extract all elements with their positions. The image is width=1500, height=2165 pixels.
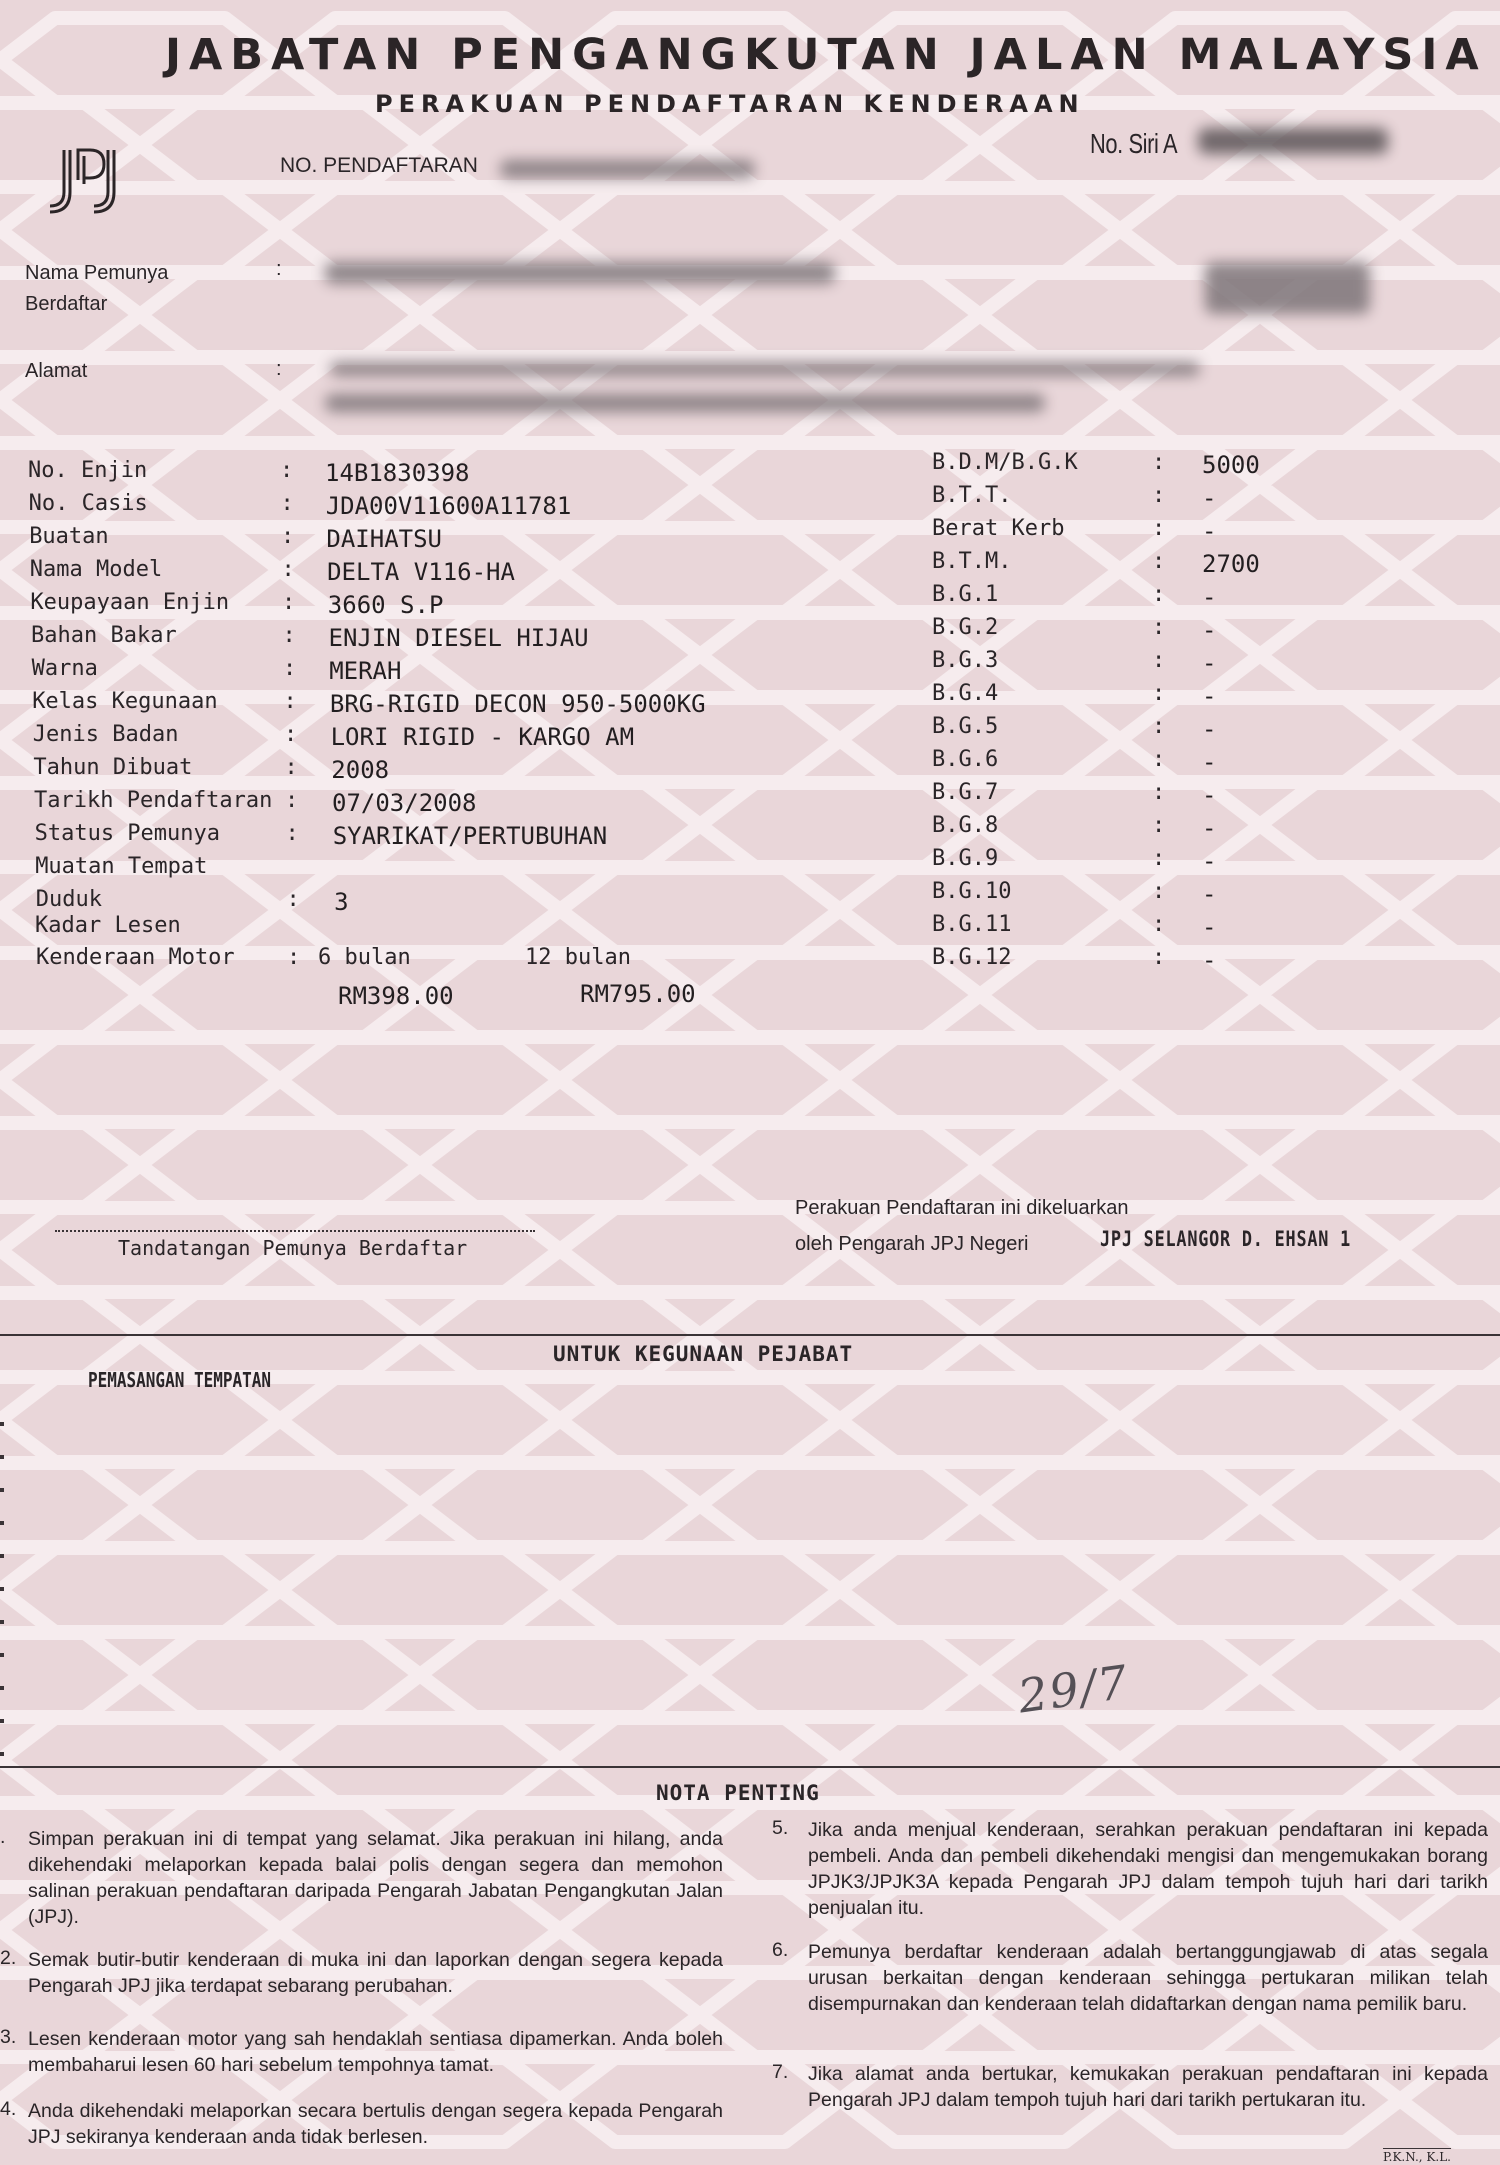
office-use-title: UNTUK KEGUNAAN PEJABAT [553, 1342, 854, 1366]
right-field-value: - [1202, 946, 1217, 974]
note-text: Simpan perakuan ini di tempat yang selamat. Jika perakuan ini hilang, anda dikehendaki melaporkan kepada balai polis dengan segera dan memohon salinan perakuan pendaftaran daripada Pengarah Jabatan Pengangkutan Jalan (JPJ). [28, 1828, 723, 1928]
right-field-value: - [1202, 682, 1217, 710]
right-field-value: - [1202, 847, 1217, 875]
pattern-band [0, 1548, 1500, 1632]
right-field-value: - [1202, 484, 1217, 512]
field-label: No. Casis [28, 491, 148, 516]
right-field-value: - [1202, 880, 1217, 908]
notes-title: NOTA PENTING [656, 1781, 820, 1805]
note-number: 7. [772, 2061, 789, 2083]
field-value: 2008 [331, 756, 390, 784]
field-value: JDA00V11600A11781 [325, 492, 572, 520]
field-label: No. Enjin [28, 458, 148, 483]
office-use-top-rule [0, 1334, 1500, 1336]
right-field-value: - [1202, 715, 1217, 743]
license-colon: : [287, 945, 301, 970]
address-colon: : [276, 358, 282, 380]
note-number: 6. [772, 1939, 789, 1961]
handwritten-note: 29/7 [1014, 1654, 1133, 1724]
field-value: 14B1830398 [325, 459, 470, 487]
issued-statement: Perakuan Pendaftaran ini dikeluarkan [795, 1197, 1129, 1219]
right-field-label: B.G.4 [932, 681, 999, 706]
right-field-colon: : [1152, 714, 1166, 739]
right-field-colon: : [1152, 549, 1166, 574]
right-field-label: B.D.M/B.G.K [932, 450, 1078, 475]
field-label: Nama Model [29, 557, 163, 582]
owner-name-redacted [325, 262, 835, 284]
field-value: 3 [334, 888, 349, 916]
field-colon: : [281, 557, 295, 582]
note-number: 4. [0, 2098, 17, 2120]
office-use-bottom-rule [0, 1766, 1500, 1768]
field-label: Kelas Kegunaan [32, 689, 218, 714]
field-label: Jenis Badan [32, 722, 179, 747]
right-field-label: Berat Kerb [932, 516, 1065, 541]
field-label: Status Pemunya [34, 821, 221, 846]
field-value: DAIHATSU [326, 525, 442, 553]
field-value: LORI RIGID - KARGO AM [330, 723, 635, 751]
right-field-colon: : [1152, 648, 1166, 673]
registration-number-label: NO. PENDAFTARAN [280, 154, 478, 177]
field-label: Tarikh Pendaftaran [34, 788, 273, 813]
field-label: Tahun Dibuat [33, 755, 193, 780]
right-field-label: B.T.M. [932, 549, 1012, 574]
right-field-label: B.G.5 [932, 714, 999, 739]
field-value: 3660 S.P [327, 591, 444, 619]
right-field-colon: : [1152, 450, 1166, 475]
field-label: Muatan Tempat [35, 854, 208, 879]
page-subtitle: PERAKUAN PENDAFTARAN KENDERAAN [375, 90, 1085, 118]
right-field-colon: : [1152, 582, 1166, 607]
note-number: 5. [772, 1817, 789, 1839]
license-rate-6: RM398.00 [338, 982, 454, 1010]
field-colon: : [280, 458, 294, 483]
address-line-1-redacted [330, 362, 1200, 376]
pattern-band [0, 868, 1500, 952]
right-field-label: B.G.1 [932, 582, 999, 607]
signature-line [55, 1230, 535, 1232]
right-field-label: B.G.7 [932, 780, 999, 805]
owner-signature-label: Tandatangan Pemunya Berdaftar [118, 1236, 468, 1260]
right-field-label: B.G.11 [932, 912, 1012, 937]
pattern-band [0, 1633, 1500, 1717]
field-value: BRG-RIGID DECON 950-5000KG [329, 690, 706, 718]
row-dot [0, 1521, 4, 1525]
note-number: 2. [0, 1947, 17, 1969]
license-rate-label-line2: Kenderaan Motor [36, 945, 235, 970]
right-field-value: - [1202, 649, 1217, 677]
right-field-colon: : [1152, 879, 1166, 904]
note-number: 3. [0, 2026, 17, 2048]
row-dot [0, 1488, 4, 1492]
right-field-value: 2700 [1202, 550, 1260, 578]
note-number: . [0, 1826, 6, 1848]
jpj-logo-icon [46, 140, 126, 218]
row-dot [0, 1620, 4, 1624]
pattern-band [0, 1463, 1500, 1547]
right-field-label: B.G.6 [932, 747, 999, 772]
right-field-colon: : [1152, 681, 1166, 706]
right-field-value: - [1202, 583, 1217, 611]
row-dot [0, 1587, 4, 1591]
field-colon: : [283, 656, 297, 681]
registration-number-redacted [500, 160, 755, 178]
note-text: Anda dikehendaki melaporkan secara bertulis dengan segera kepada Pengarah JPJ sekiranya kenderaan anda tidak berlesen. [28, 2100, 723, 2148]
right-field-colon: : [1152, 615, 1166, 640]
right-field-colon: : [1152, 516, 1166, 541]
note-text: Pemunya berdaftar kenderaan adalah bertanggungjawab di atas segala urusan berkaitan dengan kenderaan sehingga pertukaran milikan telah disempurnakan dan kenderaan telah didaftarkan dengan nama pemilik baru. [808, 1941, 1488, 2015]
row-dot [0, 1719, 4, 1723]
field-label: Keupayaan Enjin [30, 590, 230, 615]
right-field-value: 5000 [1202, 451, 1260, 479]
note-text: Jika anda menjual kenderaan, serahkan perakuan pendaftaran ini kepada pembeli. Anda dan pembeli dikehendaki mengisi dan mengemukakan borang JPJK3/JPJK3A kepada Pengarah JPJ dalam tempoh tujuh hari dari tarikh penjualan itu. [808, 1819, 1488, 1919]
right-field-colon: : [1152, 813, 1166, 838]
address-label: Alamat [25, 360, 88, 382]
pattern-band [0, 443, 1500, 527]
field-colon: : [284, 722, 298, 747]
serial-number-redacted [1198, 128, 1388, 154]
note-text: Jika alamat anda bertukar, kemukakan perakuan pendaftaran ini kepada Pengarah JPJ dalam tempoh tujuh hari dari tarikh pertukaran itu. [808, 2063, 1488, 2111]
right-field-value: - [1202, 748, 1217, 776]
right-field-value: - [1202, 913, 1217, 941]
pattern-band [0, 188, 1500, 272]
license-rate-label: Kadar Lesen [35, 913, 181, 938]
note-text: Semak butir-butir kenderaan di muka ini dan laporkan dengan segera kepada Pengarah JPJ jika terdapat sebarang perubahan. [28, 1949, 723, 1997]
right-field-label: B.G.9 [932, 846, 999, 871]
right-field-value: - [1202, 814, 1217, 842]
field-value: MERAH [329, 657, 402, 685]
address-line-2-redacted [325, 394, 1045, 412]
right-field-label: B.G.2 [932, 615, 999, 640]
page-title: JABATAN PENGANGKUTAN JALAN MALAYSIA [165, 30, 1487, 80]
serial-number-label: No. Siri A [1090, 128, 1178, 159]
pattern-band [0, 1123, 1500, 1207]
license-rate-12: RM795.00 [580, 980, 696, 1008]
field-label: Warna [31, 656, 98, 681]
right-field-colon: : [1152, 846, 1166, 871]
jpj-logo [46, 140, 126, 218]
field-colon: : [282, 590, 296, 615]
issued-statement-line2: oleh Pengarah JPJ Negeri [795, 1233, 1029, 1255]
field-value: DELTA V116-HA [327, 558, 515, 586]
local-installation-label: PEMASANGAN TEMPATAN [88, 1368, 272, 1392]
right-field-label: B.G.10 [932, 879, 1012, 904]
right-field-value: - [1202, 517, 1217, 545]
row-dot [0, 1653, 4, 1657]
right-field-label: B.G.3 [932, 648, 999, 673]
field-label: Duduk [35, 887, 103, 912]
field-value: 07/03/2008 [332, 789, 477, 817]
field-colon: : [285, 821, 299, 846]
row-dot [0, 1686, 4, 1690]
field-colon: : [283, 689, 297, 714]
owner-name-label: Nama Pemunya Berdaftar [25, 262, 169, 315]
field-colon: : [280, 491, 294, 516]
field-colon: : [282, 623, 296, 648]
field-value: SYARIKAT/PERTUBUHAN [332, 822, 608, 850]
issuing-office: JPJ SELANGOR D. EHSAN 1 [1100, 1227, 1352, 1251]
field-value: ENJIN DIESEL HIJAU [328, 624, 589, 652]
row-dot [0, 1752, 4, 1756]
right-field-label: B.G.12 [932, 945, 1012, 970]
right-field-label: B.G.8 [932, 813, 999, 838]
right-field-colon: : [1152, 945, 1166, 970]
right-field-colon: : [1152, 912, 1166, 937]
right-field-value: - [1202, 616, 1217, 644]
row-dot [0, 1455, 4, 1459]
field-colon: : [286, 887, 300, 912]
row-dot [0, 1422, 4, 1426]
field-colon: : [284, 755, 298, 780]
license-period-12: 12 bulan [525, 945, 631, 970]
pattern-band [0, 1038, 1500, 1122]
pattern-band [0, 613, 1500, 697]
row-dot [0, 1554, 4, 1558]
right-field-colon: : [1152, 747, 1166, 772]
right-field-colon: : [1152, 780, 1166, 805]
owner-name-colon: : [276, 258, 282, 280]
field-colon: : [285, 788, 299, 813]
pattern-band [0, 698, 1500, 782]
right-field-label: B.T.T. [932, 483, 1012, 508]
right-field-colon: : [1152, 483, 1166, 508]
field-label: Buatan [29, 524, 109, 549]
license-period-6: 6 bulan [318, 945, 411, 970]
field-label: Bahan Bakar [31, 623, 177, 648]
right-field-value: - [1202, 781, 1217, 809]
footer-code: P.K.N., K.L. [1383, 2150, 1451, 2164]
note-text: Lesen kenderaan motor yang sah hendaklah sentiasa dipamerkan. Anda boleh membaharui lesen 60 hari sebelum tempohnya tamat. [28, 2028, 723, 2076]
owner-id-redacted [1205, 262, 1370, 314]
field-colon: : [281, 524, 295, 549]
